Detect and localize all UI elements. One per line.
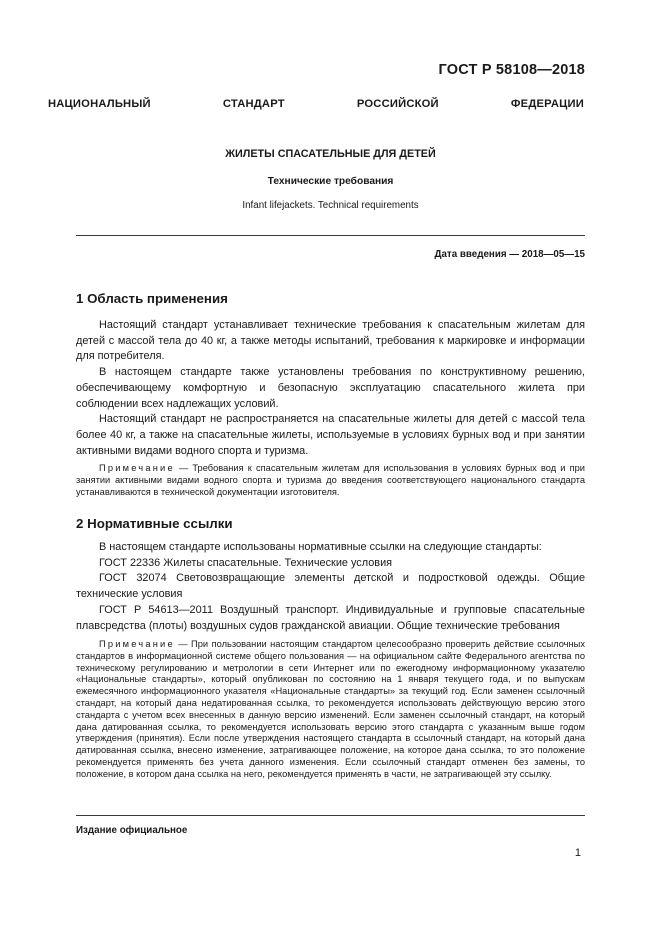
- reference-item: ГОСТ Р 54613—2011 Воздушный транспорт. Индивидуальные и групповые спасательные плавсредства (плоты) воздушных судов гражданской авиации. Общие технические требования: [76, 603, 585, 632]
- section-2-body: [76, 540, 585, 634]
- document-title: ЖИЛЕТЫ СПАСАТЕЛЬНЫЕ ДЛЯ ДЕТЕЙ: [225, 148, 436, 160]
- footer-divider: [76, 815, 585, 816]
- note-label: Примечание: [99, 463, 175, 473]
- section-2-note: [76, 639, 585, 781]
- page-number: 1: [574, 847, 581, 859]
- reference-item: ГОСТ 22336 Жилеты спасательные. Технические условия: [99, 556, 393, 569]
- english-title: Infant lifejackets. Technical requirements: [242, 200, 419, 211]
- national-standard-banner: НАЦИОНАЛЬНЫЙ СТАНДАРТ РОССИЙСКОЙ ФЕДЕРАЦИИ: [48, 98, 584, 110]
- section-1-body: [76, 318, 585, 459]
- official-publication-label: Издание официальное: [76, 825, 188, 836]
- reference-item: ГОСТ 32074 Световозвращающие элементы детской и подростковой одежды. Общие технические условия: [76, 572, 585, 601]
- introduction-date: Дата введения — 2018—05—15: [434, 249, 585, 260]
- paragraph: Настоящий стандарт не распространяется на спасательные жилеты для детей с массой тела более 40 кг, а также на спасательные жилеты, используемые в условиях бурных вод и при занятии активными видами водного спорта и туризма.: [76, 413, 585, 457]
- document-subtitle: Технические требования: [267, 176, 394, 187]
- section-1-note: [76, 463, 585, 498]
- section-2-heading: 2 Нормативные ссылки: [76, 516, 233, 531]
- title-divider: [76, 235, 585, 236]
- paragraph: В настоящем стандарте использованы нормативные ссылки на следующие стандарты:: [99, 541, 542, 553]
- document-code: ГОСТ Р 58108—2018: [438, 62, 585, 78]
- note-label: Примечание: [99, 639, 175, 649]
- note-text: — Требования к спасательным жилетам для использования в условиях бурных вод и при занятии активными видами водного спорта и туризма до введения соответствующего национального стандарта устанавливаются в технической документации изготовителя.: [76, 463, 585, 497]
- section-1-heading: 1 Область применения: [76, 291, 228, 306]
- note-text: — При пользовании настоящим стандартом целесообразно проверить действие ссылочных стандартов в информационной системе общего пользования — на официальном сайте Федерального агентства по техническому регулированию и метрологии в сети Интернет или по ежегодному информационному указателю «Национальные стандарты», который опубликован по состоянию на 1 января текущего года, и по выпускам ежемесячного информационного указателя «Национальные стандарты» за текущий год. Если заменен ссылочный стандарт, на который дана недатированная ссылка, то рекомендуется использовать действующую версию этого стандарта с учетом всех внесенных в данную версию изменений. Если заменен ссылочный стандарт, на который дана датированная ссылка, то рекомендуется использовать версию этого стандарта с указанным выше годом утверждения (принятия). Если после утверждения настоящего стандарта в ссылочный стандарт, на который дана датированная ссылка, внесено изменение, затрагивающее положение, на которое дана ссылка, то это положение рекомендуется применять без учета данного изменения. Если ссылочный стандарт отменен без замены, то положение, в котором дана ссылка на него, рекомендуется применять в части, не затрагивающей эту ссылку.: [76, 639, 585, 779]
- paragraph: Настоящий стандарт устанавливает технические требования к спасательным жилетам для детей с массой тела до 40 кг, а также методы испытаний, требования к маркировке и информации для потребителя.: [76, 319, 585, 363]
- paragraph: В настоящем стандарте также установлены требования по конструктивному решению, обеспечивающему комфортную и безопасную эксплуатацию спасательного жилета при соблюдении всех надлежащих условий.: [76, 366, 585, 410]
